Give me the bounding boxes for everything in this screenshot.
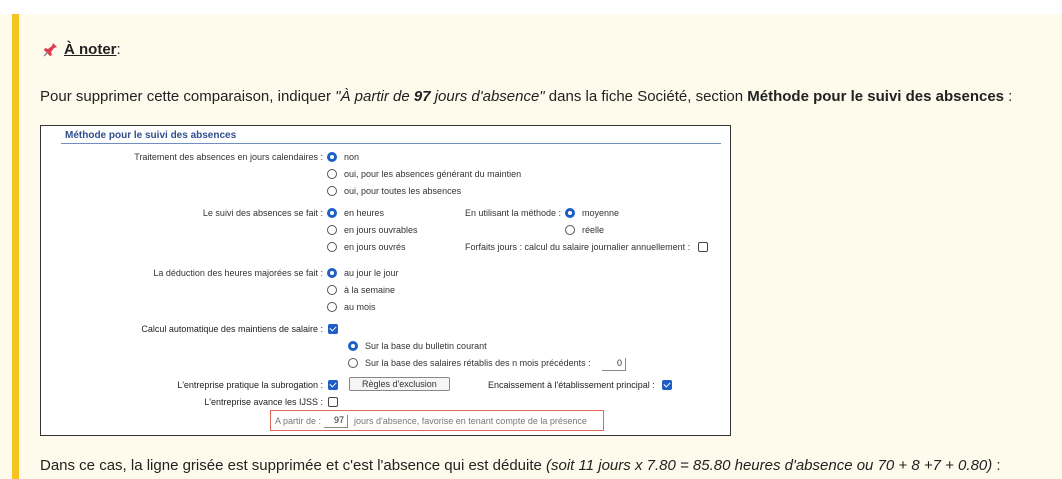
section-title: Méthode pour le suivi des absences	[65, 130, 237, 141]
radio-icon[interactable]	[327, 285, 337, 295]
calcul-checkbox[interactable]	[328, 324, 338, 334]
methode-option-moyenne[interactable]: moyenne	[565, 208, 619, 218]
radio-icon[interactable]	[327, 242, 337, 252]
calendaires-option-non[interactable]: non	[327, 152, 359, 162]
pushpin-icon	[42, 40, 58, 58]
deduction-option-jour[interactable]: au jour le jour	[327, 268, 399, 278]
deduction-label: La déduction des heures majorées se fait :	[153, 268, 323, 278]
suivi-option-ouvres[interactable]: en jours ouvrés	[327, 242, 406, 252]
forfaits-checkbox[interactable]	[698, 242, 708, 252]
ijss-label: L'entreprise avance les IJSS :	[204, 397, 323, 407]
radio-selected-icon[interactable]	[348, 341, 358, 351]
radio-selected-icon[interactable]	[327, 152, 337, 162]
a-partir-label: A partir de :	[275, 416, 322, 426]
calendaires-option-toutes[interactable]: oui, pour toutes les absences	[327, 186, 461, 196]
radio-selected-icon[interactable]	[327, 208, 337, 218]
section-divider	[61, 143, 721, 144]
radio-selected-icon[interactable]	[327, 268, 337, 278]
a-partir-suffix: jours d'absence, favorise en tenant compte de la présence	[354, 416, 587, 426]
radio-icon[interactable]	[327, 302, 337, 312]
radio-icon[interactable]	[565, 225, 575, 235]
settings-screenshot	[40, 125, 731, 436]
encaissement-label: Encaissement à l'établissement principal :	[488, 380, 655, 390]
calendaires-label: Traitement des absences en jours calendaires :	[134, 152, 323, 162]
deduction-option-semaine[interactable]: à la semaine	[327, 285, 395, 295]
calcul-option-n-mois[interactable]: Sur la base des salaires rétablis des n mois précédents :	[348, 358, 591, 368]
instruction-paragraph: Pour supprimer cette comparaison, indiquer "À partir de 97 jours d'absence" dans la fiche Société, section Méthode pour le suivi des absences :	[40, 88, 1013, 105]
radio-icon[interactable]	[348, 358, 358, 368]
conclusion-paragraph: Dans ce cas, la ligne grisée est supprimée et c'est l'absence qui est déduite (soit 11 jours x 7.80 = 85.80 heures d'absence ou 70 + 8 +7 + 0.80) :	[40, 457, 1001, 474]
calendaires-option-maintien[interactable]: oui, pour les absences générant du maintien	[327, 169, 521, 179]
regles-exclusion-button[interactable]: Règles d'exclusion	[349, 377, 450, 391]
subrogation-checkbox[interactable]	[328, 380, 338, 390]
radio-icon[interactable]	[327, 169, 337, 179]
ijss-checkbox[interactable]	[328, 397, 338, 407]
methode-option-reelle[interactable]: réelle	[565, 225, 604, 235]
note-title-text: À noter	[64, 40, 117, 58]
calcul-option-bulletin[interactable]: Sur la base du bulletin courant	[348, 341, 487, 351]
a-partir-input[interactable]: 97	[324, 415, 348, 428]
calcul-label: Calcul automatique des maintiens de salaire :	[141, 324, 323, 334]
note-title: À noter :	[42, 40, 121, 58]
forfaits-label: Forfaits jours : calcul du salaire journalier annuellement :	[465, 242, 691, 252]
encaissement-checkbox[interactable]	[662, 380, 672, 390]
note-accent-bar	[12, 14, 19, 479]
suivi-option-ouvrables[interactable]: en jours ouvrables	[327, 225, 418, 235]
radio-selected-icon[interactable]	[565, 208, 575, 218]
radio-icon[interactable]	[327, 186, 337, 196]
radio-icon[interactable]	[327, 225, 337, 235]
suivi-option-heures[interactable]: en heures	[327, 208, 384, 218]
deduction-option-mois[interactable]: au mois	[327, 302, 376, 312]
suivi-label: Le suivi des absences se fait :	[202, 208, 323, 218]
n-mois-input[interactable]: 0	[602, 358, 626, 371]
subrogation-label: L'entreprise pratique la subrogation :	[177, 380, 323, 390]
methode-label: En utilisant la méthode :	[465, 208, 562, 218]
